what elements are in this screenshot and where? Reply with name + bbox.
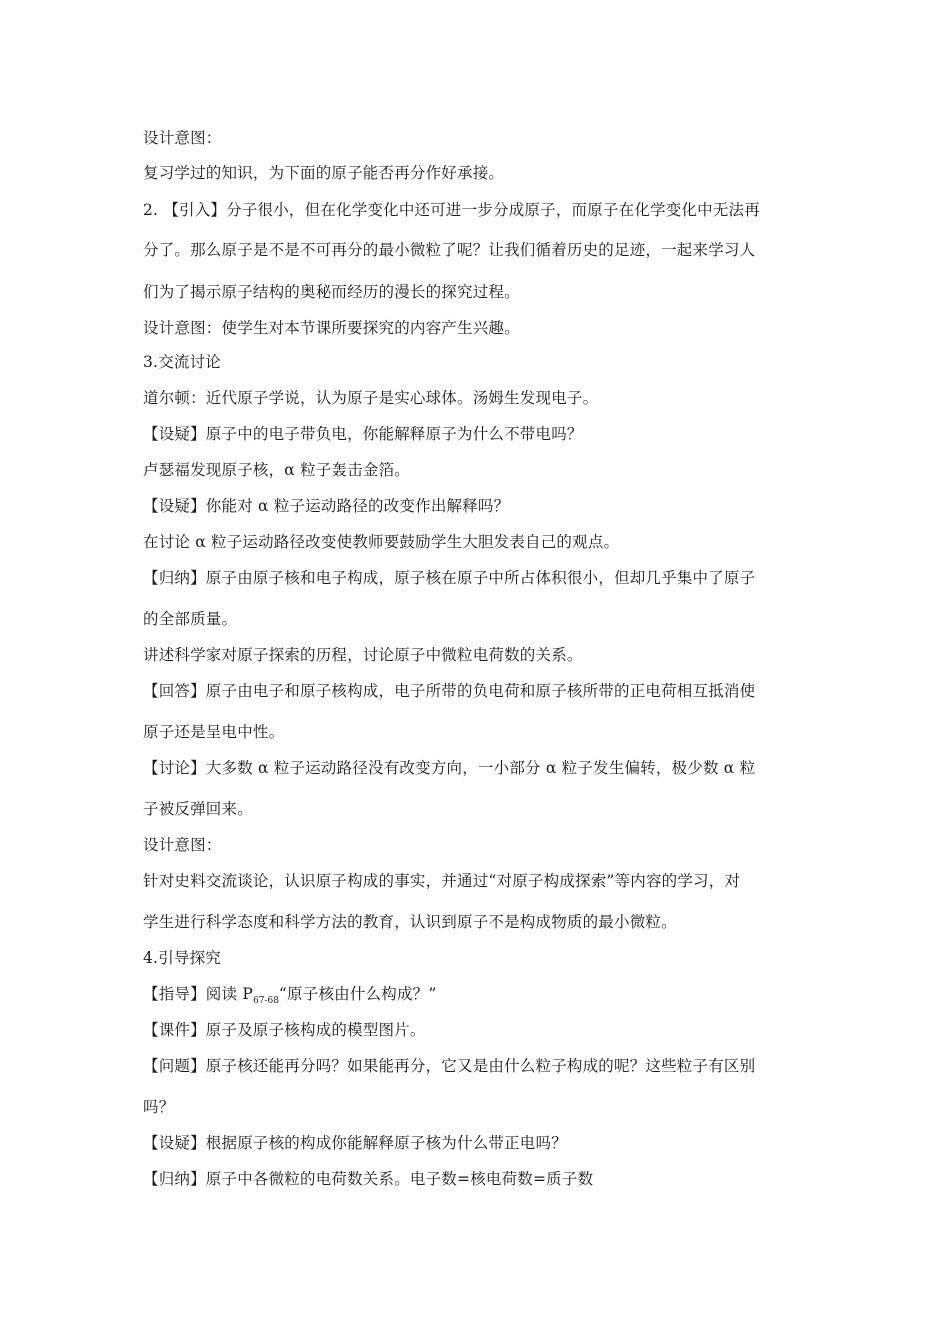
text-line: 们为了揭示原子结构的奥秘而经历的漫长的探究过程。 bbox=[143, 283, 520, 301]
text-line: 卢瑟福发现原子核，α 粒子轰击金箔。 bbox=[143, 461, 410, 479]
text-line: 【课件】原子及原子核构成的模型图片。 bbox=[143, 1021, 426, 1039]
section-heading: 3.交流讨论 bbox=[143, 353, 221, 371]
guide-line-prefix: 【指导】阅读 P bbox=[143, 985, 253, 1003]
text-line: 【设疑】原子中的电子带负电，你能解释原子为什么不带电吗？ bbox=[143, 425, 583, 443]
text-line: 【设疑】根据原子核的构成你能解释原子核为什么带正电吗？ bbox=[143, 1134, 567, 1152]
text-line: 设计意图： bbox=[143, 836, 222, 854]
guide-line bbox=[143, 984, 813, 1007]
section-heading: 4.引导探究 bbox=[143, 949, 221, 967]
text-line: 2. 【引入】分子很小，但在化学变化中还可进一步分成原子，而原子在化学变化中无法再 bbox=[143, 201, 760, 219]
page-range-subscript: 67-68 bbox=[252, 996, 279, 1006]
guide-line-suffix: “原子核由什么构成？” bbox=[278, 985, 437, 1003]
text-line: 原子还是呈电中性。 bbox=[143, 723, 285, 741]
text-line: 吗？ bbox=[143, 1098, 175, 1116]
text-line: 【归纳】原子由原子核和电子构成，原子核在原子中所占体积很小，但却几乎集中了原子 bbox=[143, 569, 756, 587]
text-line: 讲述科学家对原子探索的历程，讨论原子中微粒电荷数的关系。 bbox=[143, 646, 583, 664]
text-line: 【回答】原子由电子和原子核构成，电子所带的负电荷和原子核所带的正电荷相互抵消使 bbox=[143, 682, 756, 700]
text-line: 设计意图： bbox=[143, 129, 222, 147]
text-line: 在讨论 α 粒子运动路径改变使教师要鼓励学生大胆发表自己的观点。 bbox=[143, 533, 620, 551]
text-line: 的全部质量。 bbox=[143, 610, 238, 628]
text-line: 设计意图：使学生对本节课所要探究的内容产生兴趣。 bbox=[143, 319, 520, 337]
text-line: 道尔顿：近代原子学说，认为原子是实心球体。汤姆生发现电子。 bbox=[143, 389, 599, 407]
text-line: 子被反弹回来。 bbox=[143, 800, 253, 818]
text-line: 【讨论】大多数 α 粒子运动路径没有改变方向，一小部分 α 粒子发生偏转，极少数 α 粒 bbox=[143, 759, 756, 777]
text-line: 【归纳】原子中各微粒的电荷数关系。电子数=核电荷数=质子数 bbox=[143, 1170, 594, 1188]
text-line: 【问题】原子核还能再分吗？如果能再分，它又是由什么粒子构成的呢？这些粒子有区别 bbox=[143, 1057, 756, 1075]
text-line: 复习学过的知识，为下面的原子能否再分作好承接。 bbox=[143, 164, 505, 182]
text-line: 学生进行科学态度和科学方法的教育，认识到原子不是构成物质的最小微粒。 bbox=[143, 913, 677, 931]
text-line: 【设疑】你能对 α 粒子运动路径的改变作出解释吗？ bbox=[143, 497, 510, 515]
text-line: 针对史料交流谈论，认识原子构成的事实，并通过“对原子构成探索”等内容的学习，对 bbox=[143, 872, 741, 890]
text-line: 分了。那么原子是不是不可再分的最小微粒了呢？让我们循着历史的足迹，一起来学习人 bbox=[143, 241, 756, 259]
